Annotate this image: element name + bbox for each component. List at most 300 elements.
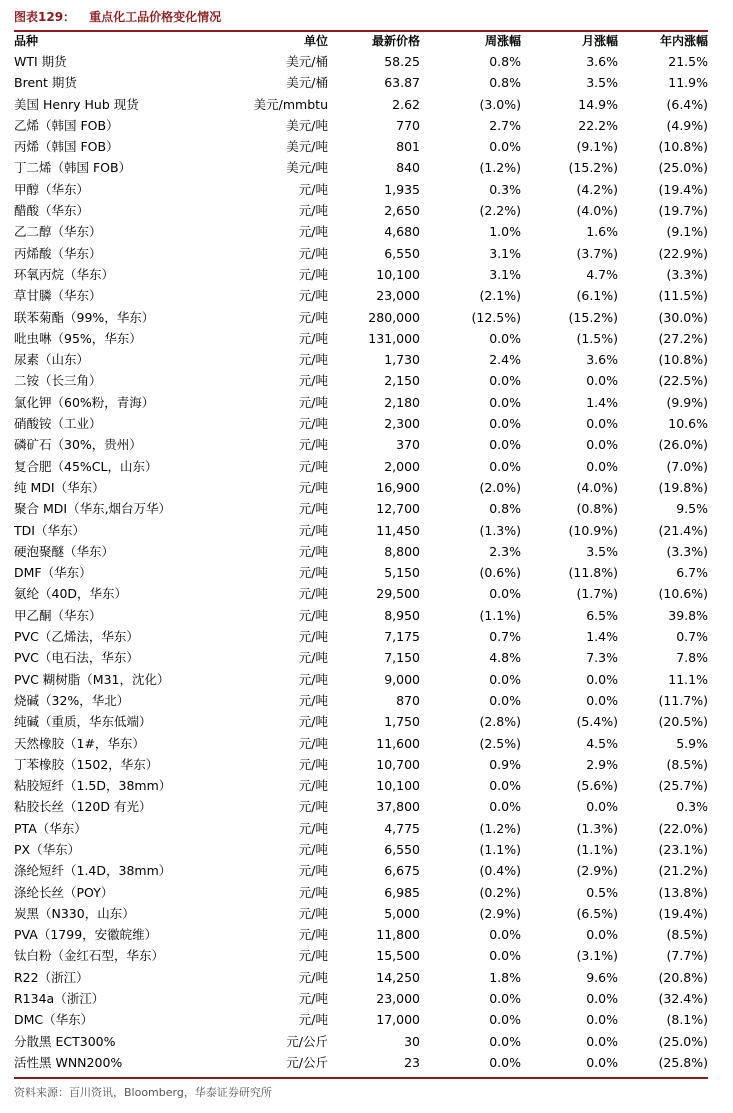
cell-monthly-change: 9.6%: [586, 969, 618, 985]
table-row: [14, 94, 708, 115]
cell-unit: 美元/mmbtu: [253, 96, 328, 112]
cell-name: 纯碱（重质，华东低端）: [14, 714, 152, 730]
cell-price: 2,300: [384, 416, 420, 432]
cell-ytd-change: (10.8%): [658, 352, 708, 368]
figure-title: [14, 8, 221, 25]
cell-unit: 元/吨: [298, 735, 328, 751]
cell-name: 丙烯酸（华东）: [14, 245, 102, 261]
cell-unit: 元/吨: [298, 650, 328, 666]
cell-price: 5,000: [384, 905, 420, 921]
cell-weekly-change: (1.1%): [479, 607, 521, 623]
cell-price: 17,000: [376, 1012, 420, 1028]
cell-ytd-change: (13.8%): [658, 884, 708, 900]
cell-price: 15,500: [376, 948, 420, 964]
cell-name: 天然橡胶（1#，华东）: [14, 735, 145, 751]
cell-monthly-change: 3.5%: [586, 75, 618, 91]
cell-name: 氨纶（40D，华东）: [14, 586, 128, 602]
table-row: [14, 179, 708, 200]
cell-weekly-change: (2.8%): [479, 714, 521, 730]
cell-name: 纯 MDI（华东）: [14, 479, 105, 495]
column-header-monthly: 月涨幅: [581, 34, 618, 48]
cell-price: 11,600: [376, 735, 420, 751]
cell-monthly-change: (4.2%): [576, 181, 618, 197]
table-row: [14, 626, 708, 647]
table-row: [14, 243, 708, 264]
cell-unit: 元/吨: [298, 863, 328, 879]
cell-name: 磷矿石（30%，贵州）: [14, 437, 142, 453]
column-header-ytd: 年内涨幅: [659, 34, 708, 48]
cell-weekly-change: 4.8%: [489, 650, 521, 666]
cell-price: 131,000: [368, 330, 420, 346]
cell-price: 63.87: [384, 75, 420, 91]
cell-ytd-change: (20.8%): [658, 969, 708, 985]
table-row: [14, 72, 708, 93]
cell-unit: 元/吨: [298, 437, 328, 453]
cell-price: 8,800: [384, 543, 420, 559]
table-row: [14, 520, 708, 541]
cell-weekly-change: 0.0%: [489, 671, 521, 687]
cell-unit: 元/吨: [298, 394, 328, 410]
cell-ytd-change: (3.3%): [666, 543, 708, 559]
cell-weekly-change: 0.0%: [489, 416, 521, 432]
cell-name: PVA（1799，安徽皖维）: [14, 927, 158, 943]
table-row: [14, 456, 708, 477]
table-row: [14, 583, 708, 604]
table-row: [14, 669, 708, 690]
cell-weekly-change: 0.9%: [489, 756, 521, 772]
cell-weekly-change: 0.0%: [489, 692, 521, 708]
cell-weekly-change: 2.4%: [489, 352, 521, 368]
cell-price: 6,675: [384, 863, 420, 879]
cell-unit: 元/吨: [298, 927, 328, 943]
cell-name: 复合肥（45%CL，山东）: [14, 458, 158, 474]
cell-name: 粘胶短纤（1.5D，38mm）: [14, 778, 172, 794]
cell-unit: 元/吨: [298, 330, 328, 346]
cell-monthly-change: (11.8%): [568, 565, 618, 581]
cell-name: PVC（电石法，华东）: [14, 650, 139, 666]
cell-weekly-change: (2.0%): [479, 479, 521, 495]
cell-price: 770: [396, 117, 420, 133]
cell-monthly-change: 0.5%: [586, 884, 618, 900]
cell-ytd-change: 9.5%: [676, 501, 708, 517]
cell-name: PVC（乙烯法，华东）: [14, 629, 139, 645]
table-row: [14, 328, 708, 349]
cell-weekly-change: 0.0%: [489, 948, 521, 964]
cell-ytd-change: (9.1%): [666, 224, 708, 240]
figure-number: 图表129：: [14, 10, 76, 24]
cell-name: 丁二烯（韩国 FOB）: [14, 160, 132, 176]
cell-monthly-change: (10.9%): [568, 522, 618, 538]
cell-name: 环氧丙烷（华东）: [14, 266, 115, 282]
table-row: [14, 860, 708, 881]
cell-price: 29,500: [376, 586, 420, 602]
cell-monthly-change: 0.0%: [586, 416, 618, 432]
cell-ytd-change: (7.0%): [666, 458, 708, 474]
cell-ytd-change: (20.5%): [658, 714, 708, 730]
cell-ytd-change: 10.6%: [668, 416, 708, 432]
cell-name: 丁苯橡胶（1502，华东）: [14, 756, 159, 772]
table-body: [14, 51, 708, 1073]
cell-monthly-change: (4.0%): [576, 203, 618, 219]
cell-weekly-change: 0.0%: [489, 927, 521, 943]
cell-name: 醋酸（华东）: [14, 203, 90, 219]
cell-unit: 元/吨: [298, 969, 328, 985]
cell-monthly-change: (15.2%): [568, 160, 618, 176]
cell-weekly-change: (1.2%): [479, 820, 521, 836]
cell-monthly-change: (2.9%): [576, 863, 618, 879]
cell-monthly-change: 0.0%: [586, 373, 618, 389]
table-row: [14, 136, 708, 157]
table-row: [14, 775, 708, 796]
table-row: [14, 392, 708, 413]
table-row: [14, 1031, 708, 1052]
cell-unit: 元/公斤: [286, 1054, 328, 1070]
cell-unit: 元/吨: [298, 181, 328, 197]
cell-unit: 元/吨: [298, 1012, 328, 1028]
cell-weekly-change: 0.0%: [489, 586, 521, 602]
table-row: [14, 477, 708, 498]
table-row: [14, 839, 708, 860]
cell-ytd-change: (19.4%): [658, 181, 708, 197]
cell-monthly-change: 1.4%: [586, 629, 618, 645]
cell-weekly-change: 1.8%: [489, 969, 521, 985]
cell-name: R134a（浙江）: [14, 991, 105, 1007]
cell-monthly-change: 2.9%: [586, 756, 618, 772]
cell-weekly-change: 2.7%: [489, 117, 521, 133]
cell-unit: 美元/桶: [286, 54, 328, 69]
cell-price: 8,950: [384, 607, 420, 623]
cell-weekly-change: 3.1%: [489, 245, 521, 261]
cell-unit: 美元/桶: [286, 75, 328, 91]
cell-monthly-change: (1.1%): [576, 841, 618, 857]
cell-price: 7,175: [384, 629, 420, 645]
table-row: [14, 498, 708, 519]
cell-unit: 元/吨: [298, 565, 328, 581]
table-row: [14, 796, 708, 817]
cell-ytd-change: (27.2%): [658, 330, 708, 346]
cell-price: 10,700: [376, 756, 420, 772]
cell-monthly-change: (1.7%): [576, 586, 618, 602]
cell-price: 5,150: [384, 565, 420, 581]
cell-name: 吡虫啉（95%，华东）: [14, 330, 142, 346]
cell-monthly-change: (3.1%): [576, 948, 618, 964]
table-row: [14, 924, 708, 945]
cell-price: 6,985: [384, 884, 420, 900]
source-note: 资料来源：百川资讯，Bloomberg，华泰证券研究所: [14, 1086, 272, 1099]
column-header-price: 最新价格: [371, 34, 420, 48]
cell-price: 7,150: [384, 650, 420, 666]
table-row: [14, 733, 708, 754]
cell-name: 甲乙酮（华东）: [14, 607, 102, 623]
cell-unit: 美元/吨: [286, 160, 328, 176]
table-row: [14, 754, 708, 775]
cell-unit: 元/吨: [298, 991, 328, 1007]
cell-ytd-change: (8.5%): [666, 756, 708, 772]
cell-monthly-change: 0.0%: [586, 1012, 618, 1028]
cell-weekly-change: 2.3%: [489, 543, 521, 559]
cell-name: 丙烯（韩国 FOB）: [14, 139, 119, 155]
cell-unit: 元/吨: [298, 266, 328, 282]
cell-weekly-change: 0.7%: [489, 629, 521, 645]
table-row: [14, 903, 708, 924]
cell-price: 280,000: [368, 309, 420, 325]
cell-name: DMC（华东）: [14, 1012, 94, 1028]
cell-ytd-change: (25.0%): [658, 1033, 708, 1049]
cell-name: 二铵（长三角）: [14, 373, 102, 389]
cell-name: 聚合 MDI（华东,烟台万华）: [14, 501, 172, 517]
cell-price: 37,800: [376, 799, 420, 815]
cell-monthly-change: 0.0%: [586, 458, 618, 474]
cell-monthly-change: 1.4%: [586, 394, 618, 410]
cell-weekly-change: 0.0%: [489, 1054, 521, 1070]
cell-price: 1,730: [384, 352, 420, 368]
cell-name: DMF（华东）: [14, 565, 92, 581]
cell-price: 2,150: [384, 373, 420, 389]
cell-monthly-change: (0.8%): [576, 501, 618, 517]
cell-weekly-change: (2.1%): [479, 288, 521, 304]
cell-ytd-change: (4.9%): [666, 117, 708, 133]
cell-unit: 元/吨: [298, 607, 328, 623]
cell-name: PTA（华东）: [14, 820, 87, 836]
cell-weekly-change: 0.0%: [489, 991, 521, 1007]
cell-name: 分散黑 ECT300%: [14, 1033, 116, 1049]
cell-unit: 元/吨: [298, 543, 328, 559]
cell-monthly-change: (6.1%): [576, 288, 618, 304]
cell-price: 11,450: [376, 522, 420, 538]
cell-ytd-change: (6.4%): [666, 96, 708, 112]
cell-ytd-change: (9.9%): [666, 394, 708, 410]
cell-price: 16,900: [376, 479, 420, 495]
cell-price: 23: [404, 1054, 420, 1070]
table-row: [14, 690, 708, 711]
cell-ytd-change: (19.8%): [658, 479, 708, 495]
cell-unit: 元/吨: [298, 799, 328, 815]
column-header-unit: 单位: [303, 34, 328, 48]
cell-ytd-change: 6.7%: [676, 565, 708, 581]
cell-price: 4,775: [384, 820, 420, 836]
cell-weekly-change: (2.2%): [479, 203, 521, 219]
table-row: [14, 1009, 708, 1030]
cell-monthly-change: 14.9%: [578, 96, 618, 112]
figure-caption: 重点化工品价格变化情况: [89, 10, 222, 24]
cell-name: 乙烯（韩国 FOB）: [14, 117, 119, 133]
cell-ytd-change: (21.4%): [658, 522, 708, 538]
cell-weekly-change: 0.0%: [489, 799, 521, 815]
cell-weekly-change: 0.0%: [489, 139, 521, 155]
cell-unit: 元/吨: [298, 288, 328, 304]
cell-weekly-change: 0.0%: [489, 394, 521, 410]
cell-monthly-change: (15.2%): [568, 309, 618, 325]
cell-monthly-change: 4.7%: [586, 266, 618, 282]
cell-unit: 元/吨: [298, 884, 328, 900]
cell-price: 840: [396, 160, 420, 176]
cell-monthly-change: 7.3%: [586, 650, 618, 666]
cell-unit: 元/吨: [298, 416, 328, 432]
cell-weekly-change: 0.3%: [489, 181, 521, 197]
cell-ytd-change: 5.9%: [676, 735, 708, 751]
cell-monthly-change: (5.6%): [576, 778, 618, 794]
cell-ytd-change: 11.9%: [668, 75, 708, 91]
cell-weekly-change: (2.5%): [479, 735, 521, 751]
table-row: [14, 349, 708, 370]
cell-weekly-change: 3.1%: [489, 266, 521, 282]
cell-ytd-change: 0.3%: [676, 799, 708, 815]
cell-weekly-change: 0.8%: [489, 501, 521, 517]
cell-ytd-change: (21.2%): [658, 863, 708, 879]
cell-monthly-change: (6.5%): [576, 905, 618, 921]
table-row: [14, 221, 708, 242]
cell-name: PVC 糊树脂（M31，沈化）: [14, 671, 170, 687]
cell-monthly-change: 3.6%: [586, 352, 618, 368]
cell-unit: 元/吨: [298, 522, 328, 538]
table-row: [14, 413, 708, 434]
table-row: [14, 307, 708, 328]
cell-price: 23,000: [376, 991, 420, 1007]
table-bottom-rule: [14, 1077, 708, 1079]
cell-ytd-change: (25.7%): [658, 778, 708, 794]
cell-unit: 元/吨: [298, 948, 328, 964]
cell-unit: 元/吨: [298, 224, 328, 240]
table-row: [14, 370, 708, 391]
table-row: [14, 711, 708, 732]
table-row: [14, 967, 708, 988]
cell-monthly-change: (4.0%): [576, 479, 618, 495]
table-row: [14, 51, 708, 72]
column-header-weekly: 周涨幅: [484, 34, 521, 48]
price-table: [14, 32, 708, 1073]
table-row: [14, 882, 708, 903]
table-row: [14, 434, 708, 455]
cell-weekly-change: 1.0%: [489, 224, 521, 240]
cell-unit: 元/公斤: [286, 1033, 328, 1049]
cell-unit: 元/吨: [298, 309, 328, 325]
cell-unit: 元/吨: [298, 373, 328, 389]
cell-weekly-change: (0.4%): [479, 863, 521, 879]
cell-monthly-change: 3.6%: [586, 54, 618, 69]
cell-unit: 元/吨: [298, 714, 328, 730]
cell-monthly-change: 0.0%: [586, 692, 618, 708]
table-row: [14, 200, 708, 221]
cell-monthly-change: 1.6%: [586, 224, 618, 240]
cell-weekly-change: (12.5%): [471, 309, 521, 325]
cell-ytd-change: (22.5%): [658, 373, 708, 389]
cell-ytd-change: 39.8%: [668, 607, 708, 623]
cell-price: 2,000: [384, 458, 420, 474]
cell-unit: 元/吨: [298, 841, 328, 857]
cell-name: 硝酸铵（工业）: [14, 416, 102, 432]
cell-weekly-change: 0.0%: [489, 330, 521, 346]
cell-unit: 元/吨: [298, 671, 328, 687]
cell-monthly-change: 3.5%: [586, 543, 618, 559]
table-row: [14, 1052, 708, 1073]
cell-monthly-change: 0.0%: [586, 927, 618, 943]
table-row: [14, 562, 708, 583]
cell-weekly-change: (0.6%): [479, 565, 521, 581]
table-header: [14, 32, 708, 51]
cell-price: 2,180: [384, 394, 420, 410]
cell-name: 草甘膦（华东）: [14, 288, 102, 304]
cell-name: 炭黑（N330，山东）: [14, 905, 135, 921]
cell-name: 涤纶长丝（POY）: [14, 884, 114, 900]
cell-weekly-change: 0.0%: [489, 373, 521, 389]
cell-weekly-change: (3.0%): [479, 96, 521, 112]
cell-monthly-change: 4.5%: [586, 735, 618, 751]
cell-unit: 元/吨: [298, 778, 328, 794]
cell-monthly-change: 6.5%: [586, 607, 618, 623]
cell-price: 12,700: [376, 501, 420, 517]
cell-weekly-change: 0.8%: [489, 54, 521, 69]
cell-unit: 元/吨: [298, 479, 328, 495]
cell-unit: 元/吨: [298, 245, 328, 261]
table-row: [14, 605, 708, 626]
cell-name: Brent 期货: [14, 75, 77, 91]
cell-name: PX（华东）: [14, 841, 81, 857]
cell-unit: 元/吨: [298, 586, 328, 602]
cell-name: 乙二醇（华东）: [14, 224, 102, 240]
cell-ytd-change: 21.5%: [668, 54, 708, 69]
cell-price: 2,650: [384, 203, 420, 219]
cell-unit: 元/吨: [298, 820, 328, 836]
cell-name: 烧碱（32%，华北）: [14, 692, 130, 708]
cell-ytd-change: (11.7%): [658, 692, 708, 708]
table-row: [14, 818, 708, 839]
cell-unit: 元/吨: [298, 352, 328, 368]
cell-ytd-change: (25.8%): [658, 1054, 708, 1070]
cell-price: 4,680: [384, 224, 420, 240]
cell-ytd-change: (10.8%): [658, 139, 708, 155]
cell-price: 9,000: [384, 671, 420, 687]
cell-ytd-change: (7.7%): [666, 948, 708, 964]
cell-name: 粘胶长丝（120D 有光）: [14, 799, 152, 815]
cell-weekly-change: 0.0%: [489, 458, 521, 474]
cell-weekly-change: 0.8%: [489, 75, 521, 91]
header-row: [14, 32, 708, 51]
cell-weekly-change: (1.1%): [479, 841, 521, 857]
cell-price: 1,935: [384, 181, 420, 197]
cell-ytd-change: (26.0%): [658, 437, 708, 453]
cell-name: R22（浙江）: [14, 969, 89, 985]
cell-monthly-change: (1.5%): [576, 330, 618, 346]
cell-unit: 元/吨: [298, 905, 328, 921]
cell-price: 58.25: [384, 54, 420, 69]
cell-name: 硬泡聚醚（华东）: [14, 543, 115, 559]
cell-monthly-change: (5.4%): [576, 714, 618, 730]
cell-price: 6,550: [384, 841, 420, 857]
cell-ytd-change: (25.0%): [658, 160, 708, 176]
cell-monthly-change: (3.7%): [576, 245, 618, 261]
cell-monthly-change: 0.0%: [586, 1054, 618, 1070]
cell-ytd-change: (32.4%): [658, 991, 708, 1007]
cell-price: 2.62: [392, 96, 420, 112]
cell-name: 尿素（山东）: [14, 352, 90, 368]
table-row: [14, 945, 708, 966]
cell-price: 801: [396, 139, 420, 155]
cell-ytd-change: (8.1%): [666, 1012, 708, 1028]
table-row: [14, 115, 708, 136]
cell-ytd-change: (11.5%): [658, 288, 708, 304]
cell-name: 联苯菊酯（99%，华东）: [14, 309, 155, 325]
table-row: [14, 264, 708, 285]
table-row: [14, 285, 708, 306]
cell-unit: 元/吨: [298, 501, 328, 517]
cell-price: 14,250: [376, 969, 420, 985]
cell-unit: 元/吨: [298, 458, 328, 474]
cell-price: 6,550: [384, 245, 420, 261]
cell-monthly-change: (1.3%): [576, 820, 618, 836]
cell-ytd-change: 0.7%: [676, 629, 708, 645]
column-header-name: 品种: [14, 34, 39, 48]
cell-price: 370: [396, 437, 420, 453]
